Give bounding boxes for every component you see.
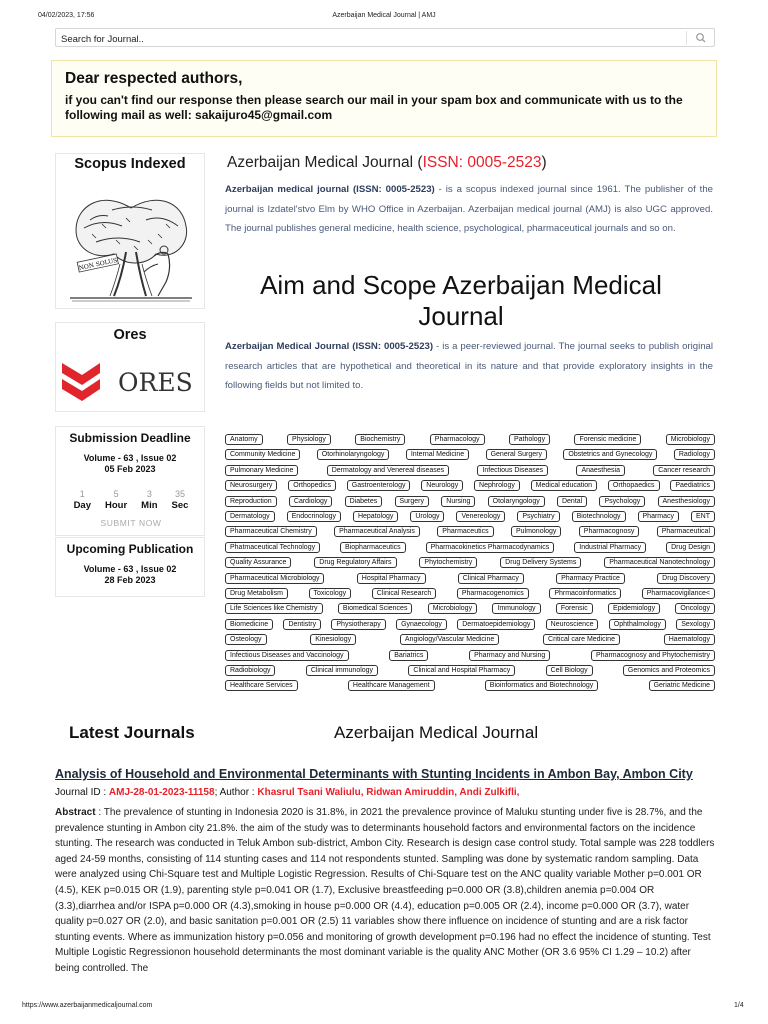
topic-tag[interactable]: Pharmacy and Nursing	[469, 650, 550, 661]
topic-tag[interactable]: Angiology/Vascular Medicine	[400, 634, 499, 645]
print-url: https://www.azerbaijanmedicaljournal.com	[22, 1002, 153, 1009]
topic-tag[interactable]: Pharmaceutical Chemistry	[225, 526, 317, 537]
topic-tag[interactable]: Pharmacy	[638, 511, 680, 522]
article-abstract: Abstract : The prevalence of stunting in Indonesia 2020 is 31.8%, in 2021 the prevalence province of Maluku stunting under five is 28.7%, and the prevalence stunting in Ambon city 21.8%. the aim of the study was to determinants household factors and environmental factors on the incidence stunting. The research was conducted in Teluk Ambon sub-district, Ambon City. Research is design case control study. Total sample was 228 toddlers aged 24-59 months, consisting of 114 stunting cases and 114 not respondents stunted. Sampling was done by systematic random sampling. Data were analyzed using Chi-Square test and Multiple Logistic Regression. Results of Chi-Square test on the ANC quality variable Mother p=0.001 OR (4.5), KEK p=0.015 OR (1.9), parenting style p=0.041 OR (1.7), Exclusive breastfeeding p=0.000 OR (3.8),children anemia p=0.004 OR (3.3),diarrhea and/or ISPA p=0.000 OR (4.3),smoking in house p=0.000 OR (4.4), education p=0.005 OR (2.4), income p=0.000 OR (3.7), water quality p=0.027 OR (2.0), and basic sanitation p=0.001 OR (2.5) 11 variables show there influence on incidence of stunting and are a risk factor stunting events. Where as immunization history p=0.056 and monitoring of growth development p=0.196 had no effect the incidence of stunting. Test Multiple Logistic Regressionon household determinants the most dominant variable is the quality ANC Mother (OR 3.6 95% CI 1.29 – 10.2) after being controlled. The	[55, 807, 715, 974]
topic-tag[interactable]: Dentistry	[283, 619, 321, 630]
intro-paragraph: Azerbaijan medical journal (ISSN: 0005-2523) - is a scopus indexed journal since 1961. The publisher of the journal is Izdatel'stvo Elm by WHO Office in Azerbaijan. Azerbaijan medical journal (AMJ) is also UGC approved. The journal publishes general medicine, health science, psychological, pharmaceutical journals and so on.	[225, 184, 714, 234]
topic-tag[interactable]: Infectious Diseases and Vaccinology	[225, 650, 349, 661]
print-page-title: Azerbaijan Medical Journal | AMJ	[332, 12, 436, 19]
topic-tag[interactable]: Drug Delivery Systems	[500, 557, 581, 568]
tag-row	[225, 680, 715, 692]
topic-tag[interactable]: Drug Design	[666, 542, 715, 553]
countdown-hours: 5 Hour	[105, 489, 128, 511]
topic-tag[interactable]: Pharmacology	[430, 434, 485, 445]
journal-id: AMJ-28-01-2023-11158	[108, 787, 215, 798]
topic-tag[interactable]: General Surgery	[486, 449, 547, 460]
topic-tag[interactable]: Gastroenterology	[347, 480, 411, 491]
tag-row	[225, 588, 715, 600]
topic-tag[interactable]: Clinical Research	[372, 588, 436, 599]
upcoming-title: Upcoming Publication	[66, 542, 194, 556]
tag-row	[225, 526, 715, 538]
topic-tag[interactable]: Drug Regulatory Affairs	[314, 557, 396, 568]
topic-tag[interactable]: Medical education	[531, 480, 597, 491]
tag-row	[225, 665, 715, 677]
topic-tag[interactable]: Biochemistry	[355, 434, 405, 445]
topic-tag[interactable]: Haematology	[664, 634, 715, 645]
topic-tag[interactable]: Phrmacoinformatics	[549, 588, 621, 599]
notice-title: Dear respected authors,	[65, 70, 243, 87]
topic-tag[interactable]: Nephrology	[474, 480, 520, 491]
topic-tag[interactable]: Biopharmaceutics	[340, 542, 406, 553]
svg-text:NON SOLUS: NON SOLUS	[78, 256, 118, 272]
topic-tag[interactable]: Toxicology	[309, 588, 352, 599]
elsevier-tree-logo[interactable]	[62, 180, 200, 304]
topic-tag[interactable]: Cardiology	[289, 496, 332, 507]
tag-row	[225, 603, 715, 615]
topic-tag[interactable]: Surgery	[395, 496, 430, 507]
topic-tag[interactable]: Otorhinolaryngology	[317, 449, 390, 460]
topic-tag[interactable]: Anatomy	[225, 434, 263, 445]
topic-tag[interactable]: Gynaecology	[396, 619, 447, 630]
topic-tag[interactable]: Healthcare Management	[348, 680, 435, 691]
topic-tag[interactable]: Kinesiology	[310, 634, 356, 645]
topic-tag[interactable]: Dermatology and Venereal diseases	[327, 465, 449, 476]
tag-row	[225, 434, 715, 446]
topic-tag[interactable]: Hospital Pharmacy	[357, 573, 426, 584]
topic-tag[interactable]: Phatmaceutical Technology	[225, 542, 320, 553]
issn-label: ISSN: 0005-2523	[422, 154, 542, 171]
topic-tag[interactable]: Radiobiology	[225, 665, 275, 676]
tag-row	[225, 542, 715, 554]
topic-tag[interactable]: Endocrinology	[287, 511, 341, 522]
topic-tag[interactable]: Sexology	[676, 619, 715, 630]
aim-scope-heading: Aim and Scope Azerbaijan Medical Journal	[260, 270, 662, 331]
ores-title: Ores	[113, 327, 147, 343]
submission-deadline-card	[55, 426, 205, 536]
deadline-volume: Volume - 63 , Issue 02	[83, 453, 177, 463]
topic-tag[interactable]: Pharmacokinetics Pharmacodynamics	[426, 542, 555, 553]
topic-tag[interactable]: Community Medicine	[225, 449, 300, 460]
topic-tag[interactable]: Cancer research	[653, 465, 715, 476]
latest-journals-heading: Latest Journals	[69, 723, 195, 742]
topic-tag[interactable]: ENT	[691, 511, 715, 522]
topic-tag[interactable]: Pharmacogenomics	[457, 588, 529, 599]
search-icon[interactable]	[694, 31, 708, 45]
countdown	[56, 489, 206, 512]
topic-tag[interactable]: Dental	[557, 496, 587, 507]
tag-row	[225, 573, 715, 585]
tag-row	[225, 449, 715, 461]
topic-tag[interactable]: Psychiatry	[517, 511, 559, 522]
tag-row	[225, 511, 715, 523]
countdown-seconds: 35 Sec	[171, 489, 189, 511]
topic-tag[interactable]: Drug Metabolism	[225, 588, 288, 599]
topic-tag[interactable]: Geriatric Medicine	[649, 680, 715, 691]
tag-row	[225, 634, 715, 646]
print-datetime: 04/02/2023, 17:56	[38, 12, 95, 19]
topic-tag[interactable]: Genomics and Proteomics	[623, 665, 715, 676]
topic-tag[interactable]: Pharmacy Practice	[556, 573, 625, 584]
ores-logo-text: ORES	[118, 368, 193, 397]
topic-tag[interactable]: Otolaryngology	[488, 496, 545, 507]
article-meta: Journal ID : AMJ-28-01-2023-11158; Author : Khasrul Tsani Waliulu, Ridwan Amiruddin, Andi Zulkifli,	[55, 787, 520, 798]
deadline-date: 05 Feb 2023	[104, 464, 156, 474]
topic-tag[interactable]: Pulmonary Medicine	[225, 465, 298, 476]
countdown-days: 1 Day	[73, 489, 91, 511]
topic-tag[interactable]: Cell Biology	[546, 665, 593, 676]
topic-tags	[225, 434, 715, 696]
deadline-title: Submission Deadline	[69, 431, 191, 445]
topic-tag[interactable]: Dermatoepidemiology	[457, 619, 535, 630]
topic-tag[interactable]: Phytochemistry	[419, 557, 477, 568]
topic-tag[interactable]: Anaesthesia	[576, 465, 625, 476]
topic-tag[interactable]: Forensic medicine	[574, 434, 641, 445]
topic-tag[interactable]: Hepatology	[353, 511, 398, 522]
topic-tag[interactable]: Psychology	[599, 496, 645, 507]
topic-tag[interactable]: Orthopaedics	[608, 480, 660, 491]
topic-tag[interactable]: Obstetrics and Gynecology	[563, 449, 657, 460]
topic-tag[interactable]: Anesthesiology	[658, 496, 715, 507]
topic-tag[interactable]: Forensic	[556, 603, 593, 614]
topic-tag[interactable]: Quality Assurance	[225, 557, 291, 568]
topic-tag[interactable]: Pharmaceutical Nanotechnology	[604, 557, 715, 568]
tag-row	[225, 465, 715, 477]
ores-chevron-icon	[60, 357, 102, 403]
journal-title: Azerbaijan Medical Journal (ISSN: 0005-2523)	[227, 154, 547, 171]
topic-tag[interactable]: Pharmacovigilance<	[642, 588, 715, 599]
topic-tag[interactable]: Microbiology	[428, 603, 477, 614]
tag-row	[225, 496, 715, 508]
topic-tag[interactable]: Physiology	[287, 434, 331, 445]
tag-row	[225, 480, 715, 492]
topic-tag[interactable]: Neurology	[421, 480, 463, 491]
topic-tag[interactable]: Pharmacognosy and Phytochemistry	[591, 650, 715, 661]
search-bar	[55, 28, 715, 47]
tag-row	[225, 557, 715, 569]
topic-tag[interactable]: Immunology	[492, 603, 540, 614]
topic-tag[interactable]: Pulmonology	[511, 526, 561, 537]
topic-tag[interactable]: Paediatrics	[670, 480, 715, 491]
topic-tag[interactable]: Bariatrics	[389, 650, 428, 661]
topic-tag[interactable]: Venereology	[456, 511, 505, 522]
topic-tag[interactable]: Neurosurgery	[225, 480, 277, 491]
topic-tag[interactable]: Clinical immunology	[306, 665, 378, 676]
topic-tag[interactable]: Bioinformatics and Biotechnology	[485, 680, 599, 691]
upcoming-volume: Volume - 63 , Issue 02	[83, 564, 177, 574]
countdown-minutes: 3 Min	[141, 489, 158, 511]
notice-body: if you can't find our response then please search our mail in your spam box and communicate with us to the following mail as well: sakaijuro45@gmail.com	[65, 93, 683, 122]
topic-tag[interactable]: Healthcare Services	[225, 680, 298, 691]
aim-paragraph: Azerbaijan Medical Journal (ISSN: 0005-2523) - is a peer-reviewed journal. The journal seeks to publish original research articles that are hypothetical and theoretical in its nature and that provide exploratory insights in the following fields but not limited to.	[225, 341, 714, 391]
topic-tag[interactable]: Industrial Pharmacy	[574, 542, 646, 553]
topic-tag[interactable]: Internal Medicine	[406, 449, 469, 460]
topic-tag[interactable]: Pathology	[509, 434, 550, 445]
topic-tag[interactable]: Critical care Medicine	[543, 634, 620, 645]
search-input[interactable]	[56, 31, 656, 48]
topic-tag[interactable]: Clinical and Hospital Pharmacy	[408, 665, 515, 676]
upcoming-date: 28 Feb 2023	[104, 575, 156, 585]
topic-tag[interactable]: Biomedical Sciences	[338, 603, 413, 614]
topic-tag[interactable]: Microbiology	[666, 434, 715, 445]
print-page-number: 1/4	[734, 1002, 744, 1009]
topic-tag[interactable]: Biomedicine	[225, 619, 273, 630]
scopus-card	[55, 153, 205, 309]
topic-tag[interactable]: Clinical Pharmacy	[458, 573, 524, 584]
topic-tag[interactable]: Pharmaceutical Microbiology	[225, 573, 324, 584]
article-authors: Khasrul Tsani Waliulu, Ridwan Amiruddin, Andi Zulkifli,	[257, 787, 520, 798]
topic-tag[interactable]: Ophthalmology	[609, 619, 666, 630]
topic-tag[interactable]: Infectious Diseases	[477, 465, 548, 476]
search-divider	[686, 31, 687, 45]
topic-tag[interactable]: Radiology	[674, 449, 715, 460]
topic-tag[interactable]: Physiotherapy	[331, 619, 385, 630]
upcoming-publication-card	[55, 537, 205, 597]
topic-tag[interactable]: Orthopedics	[288, 480, 336, 491]
topic-tag[interactable]: Pharmacognosy	[579, 526, 640, 537]
topic-tag[interactable]: Osteology	[225, 634, 267, 645]
topic-tag[interactable]: Diabetes	[345, 496, 383, 507]
scopus-title: Scopus Indexed	[74, 156, 186, 172]
topic-tag[interactable]: Oncology	[675, 603, 715, 614]
topic-tag[interactable]: Pharmaceutics	[437, 526, 493, 537]
topic-tag[interactable]: Epidemiology	[608, 603, 660, 614]
topic-tag[interactable]: Urology	[410, 511, 444, 522]
tag-row	[225, 619, 715, 631]
article-title-link[interactable]: Analysis of Household and Environmental Determinants with Stunting Incidents in Ambon Bay, Ambon City	[55, 767, 693, 781]
tag-row	[225, 650, 715, 662]
latest-journal-name: Azerbaijan Medical Journal	[334, 723, 539, 742]
topic-tag[interactable]: Biotechnology	[572, 511, 626, 522]
topic-tag[interactable]: Pharmaceutical	[657, 526, 715, 537]
topic-tag[interactable]: Neuroscience	[546, 619, 599, 630]
topic-tag[interactable]: Dermatology	[225, 511, 275, 522]
topic-tag[interactable]: Pharmaceutical Analysis	[334, 526, 420, 537]
topic-tag[interactable]: Reproduction	[225, 496, 277, 507]
topic-tag[interactable]: Nursing	[441, 496, 475, 507]
topic-tag[interactable]: Drug Discovery	[657, 573, 715, 584]
topic-tag[interactable]: Life Sciences like Chemistry	[225, 603, 323, 614]
submit-now-button[interactable]: SUBMIT NOW	[100, 518, 162, 528]
author-notice	[51, 60, 717, 137]
ores-card	[55, 322, 205, 412]
